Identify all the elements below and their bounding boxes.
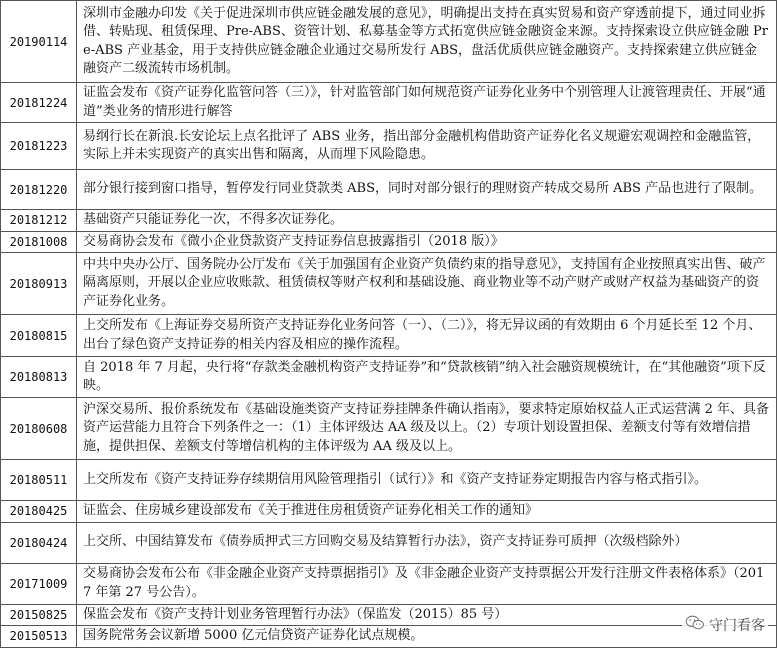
date-cell: 20180608 (1, 398, 77, 460)
event-cell: 国务院常务会议新增 5000 亿元信贷资产证券化试点规模。 (77, 626, 777, 648)
table-row (1, 83, 777, 123)
table-row (1, 1, 777, 83)
watermark-text: 守门看客 (709, 618, 765, 634)
table-row (1, 123, 777, 170)
table-row (1, 563, 777, 604)
event-cell: 保监会发布《资产支持计划业务管理暂行办法》（保监发（2015）85 号） (77, 604, 777, 626)
table-row (1, 460, 777, 501)
event-cell: 证监会、住房城乡建设部发布《关于推进住房租赁资产证券化相关工作的通知》 (77, 501, 777, 523)
table-row (1, 315, 777, 357)
date-cell: 20181220 (1, 170, 77, 210)
table-row (1, 231, 777, 253)
event-cell: 深圳市金融办印发《关于促进深圳市供应链金融发展的意见》，明确提出支持在真实贸易和资产穿透前提下，通过同业拆借、转贴现、租赁保理、Pre-ABS、资管计划、私募基金等方式拓宽供应链金融资金来源。支持探索设立供应链金融 Pre-ABS 产业基金，用于支持供应链金融企业通过交易所发行 ABS，盘活优质供应链金融资产。支持探索建立供应链金融资产二级流转市场机制。 (77, 1, 777, 83)
date-cell: 20180815 (1, 315, 77, 357)
date-cell: 20181224 (1, 83, 77, 123)
date-cell: 20180813 (1, 357, 77, 398)
date-cell: 20180424 (1, 522, 77, 563)
watermark (682, 614, 768, 636)
event-cell: 交易商协会发布《微小企业贷款资产支持证券信息披露指引（2018 版）》 (77, 231, 777, 253)
table-row (1, 253, 777, 315)
table-row (1, 170, 777, 210)
event-cell: 部分银行接到窗口指导，暂停发行同业贷款类 ABS，同时对部分银行的理财资产转成交易所 ABS 产品也进行了限制。 (77, 170, 777, 210)
event-cell: 上交所、中国结算发布《债券质押式三方回购交易及结算暂行办法》，资产支持证券可质押（次级档除外） (77, 522, 777, 563)
event-cell: 沪深交易所、报价系统发布《基础设施类资产支持证券挂牌条件确认指南》，要求特定原始权益人正式运营满 2 年、具备资产运营能力且符合下列条件之一：（1）主体评级达 AA 级及以上。（2）专项计划设置担保、差额支付等有效增信措施，提供担保、差额支付等增信机构的主体评级为 AA 级及以上。 (77, 398, 777, 460)
date-cell: 20150825 (1, 604, 77, 626)
table-row (1, 604, 777, 626)
date-cell: 20190114 (1, 1, 77, 83)
date-cell: 20181223 (1, 123, 77, 170)
date-cell: 20181008 (1, 231, 77, 253)
date-cell: 20180913 (1, 253, 77, 315)
event-cell: 证监会发布《资产证券化监管问答（三）》，针对监管部门如何规范资产证券化业务中个别管理人让渡管理责任、开展“通道”类业务的情形进行解答 (77, 83, 777, 123)
table-row (1, 522, 777, 563)
date-cell: 20180511 (1, 460, 77, 501)
table-row (1, 501, 777, 523)
event-cell: 基础资产只能证券化一次，不得多次证券化。 (77, 210, 777, 232)
event-cell: 易纲行长在新浪.长安论坛上点名批评了 ABS 业务，指出部分金融机构借助资产证券化名义规避宏观调控和金融监管，实际上并未实现资产的真实出售和隔离，从而埋下风险隐患。 (77, 123, 777, 170)
table-row (1, 357, 777, 398)
event-cell: 交易商协会发布公布《非金融企业资产支持票据指引》及《非金融企业资产支持票据公开发行注册文件表格体系》（2017 年第 27 号公告）。 (77, 563, 777, 604)
table-row (1, 398, 777, 460)
table-row (1, 626, 777, 648)
event-cell: 上交所发布《资产支持证券存续期信用风险管理指引（试行）》和《资产支持证券定期报告内容与格式指引》。 (77, 460, 777, 501)
date-cell: 20180425 (1, 501, 77, 523)
wechat-icon (685, 615, 705, 635)
event-cell: 中共中央办公厅、国务院办公厅发布《关于加强国有企业资产负债约束的指导意见》，支持国有企业按照真实出售、破产隔离原则，开展以企业应收账款、租赁债权等财产权利和基础设施、商业物业等不动产财产或财产权益为基础资产的资产证券化业务。 (77, 253, 777, 315)
date-cell: 20181212 (1, 210, 77, 232)
table-row (1, 210, 777, 232)
date-cell: 20171009 (1, 563, 77, 604)
event-cell: 上交所发布《上海证券交易所资产支持证券化业务问答（一）、（二）》，将无异议函的有效期由 6 个月延长至 12 个月、出台了绿色资产支持证券的相关内容及相应的操作流程。 (77, 315, 777, 357)
event-cell: 自 2018 年 7 月起，央行将“存款类金融机构资产支持证券”和“贷款核销”纳入社会融资规模统计，在“其他融资”项下反映。 (77, 357, 777, 398)
date-cell: 20150513 (1, 626, 77, 648)
